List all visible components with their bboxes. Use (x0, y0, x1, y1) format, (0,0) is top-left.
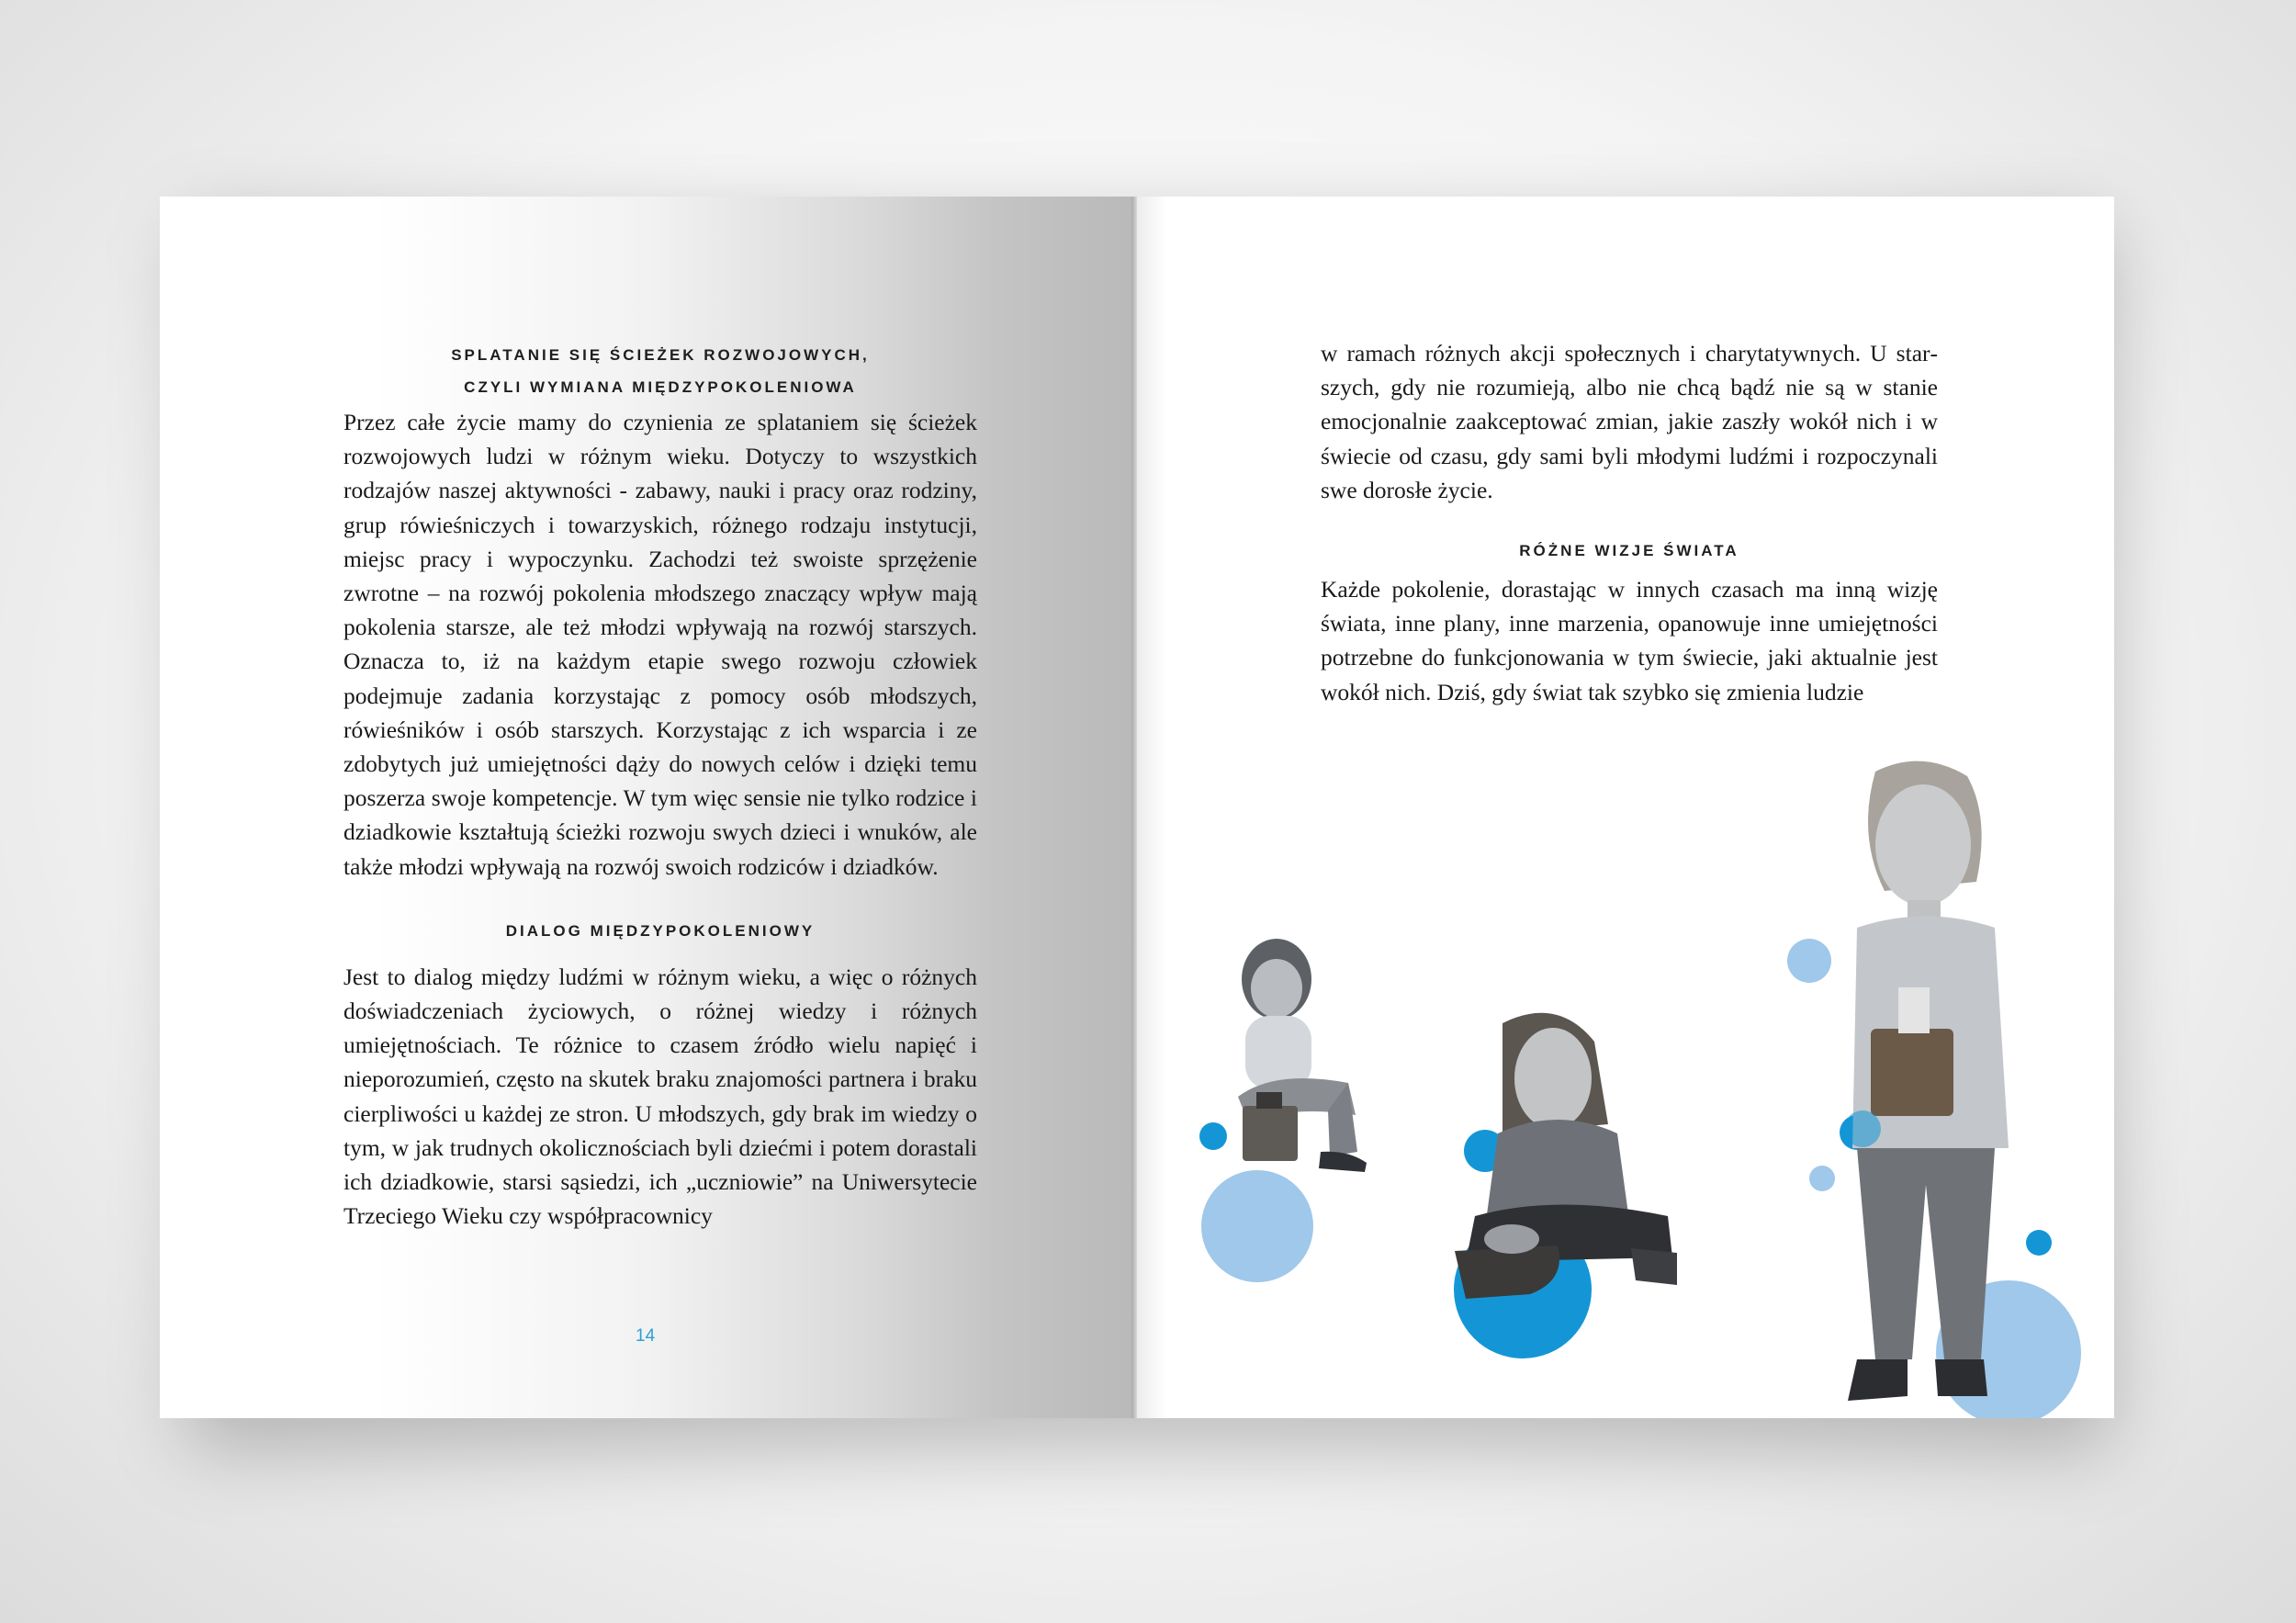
child-photo-standing (1820, 753, 2032, 1418)
left-text-column (343, 339, 977, 1233)
section-heading-dialog: DIALOG MIĘDZYPOKOLENIOWY (505, 921, 816, 940)
section-paragraph-worldviews: Każde pokolenie, dorastając w innych czasach ma inną wizję świata, inne plany, inne marzenia, opanowuje inne umiejętności potrzebne do funkcjonowania w tym świecie, jaki aktualnie jest wokół nich. Dziś, gdy świat tak szybko się zmienia ludzie (1321, 576, 1938, 705)
section-heading-line: SPLATANIE SIĘ ŚCIEŻEK ROZWOJOWYCH, (451, 346, 870, 364)
child-photo-sitting (1210, 931, 1367, 1179)
decorative-bubble (1844, 1110, 1881, 1147)
section-paragraph-dialog: Jest to dialog między ludźmi w różnym wieku, a więc o różnych doświadczeniach życiowych, o różnej wiedzy i różnych umiejętnościach. Te różnice to czasem źródło wielu napięć i nieporozumień, często na skutek braku znajomości partnera i braku cierpliwości u każdej ze stron. U młodszych, gdy brak im wiedzy o tym, w jak trudnych okolicznościach byli dziećmi i potem dorastali ich dziadkowie, starsi sąsiedzi, ich „uczniowie” na Uniwersytecie Trzeciego Wieku czy współpracownicy (343, 963, 977, 1230)
child-photo-with-iron (1447, 1005, 1686, 1308)
decorative-bubble (1201, 1170, 1313, 1282)
section-heading-worldviews: RÓŻNE WIZJE ŚWIATA (1519, 542, 1739, 560)
right-text-column (1321, 336, 1938, 709)
continuation-paragraph: w ramach różnych akcji społecznych i charytatywnych. U starszych, gdy nie rozumieją, albo nie chcą bądź nie są w stanie emocjonalnie zaakceptować zmian, jakie zaszły wokół nich i w świecie od czasu, gdy sami byli młodymi ludźmi i rozpoczynali swe dorosłe życie. (1321, 340, 1938, 503)
right-page (1137, 197, 2114, 1418)
section-paragraph-intertwining: Przez całe życie mamy do czynienia ze splataniem się ścieżek rozwojowych ludzi w różnym wieku. Dotyczy to wszystkich rodzajów naszej aktywności - zabawy, nauki i pracy oraz rodziny, grup rówieśniczych i towarzyskich, różnego rodzaju instytucji, miejsc pracy i wypoczynku. Zachodzi też swoiste sprzężenie zwrotne – na rozwój pokolenia młodszego znaczący wpływ mają pokolenia starsze, ale też młodzi wpływają na rozwój starszych. Oznacza to, iż na każdym etapie swego rozwoju człowiek podejmuje zadania korzystając z pomocy osób młodszych, rówieśników i osób starszych. Korzystając z ich wsparcia i ze zdobytych już umiejętności dąży do nowych celów i dzięki temu poszerza swoje kompetencje. W tym więc sensie nie tylko rodzice i dziadkowie kształtują ścieżki rozwoju swych dzieci i wnuków, ale także młodzi wpływają na rozwój swoich rodziców i dziadków. (343, 409, 977, 880)
left-page (160, 197, 1133, 1418)
section-heading-intertwining (343, 339, 977, 403)
page-number: 14 (636, 1326, 656, 1346)
section-heading-line: CZYLI WYMIANA MIĘDZYPOKOLENIOWA (464, 378, 857, 396)
